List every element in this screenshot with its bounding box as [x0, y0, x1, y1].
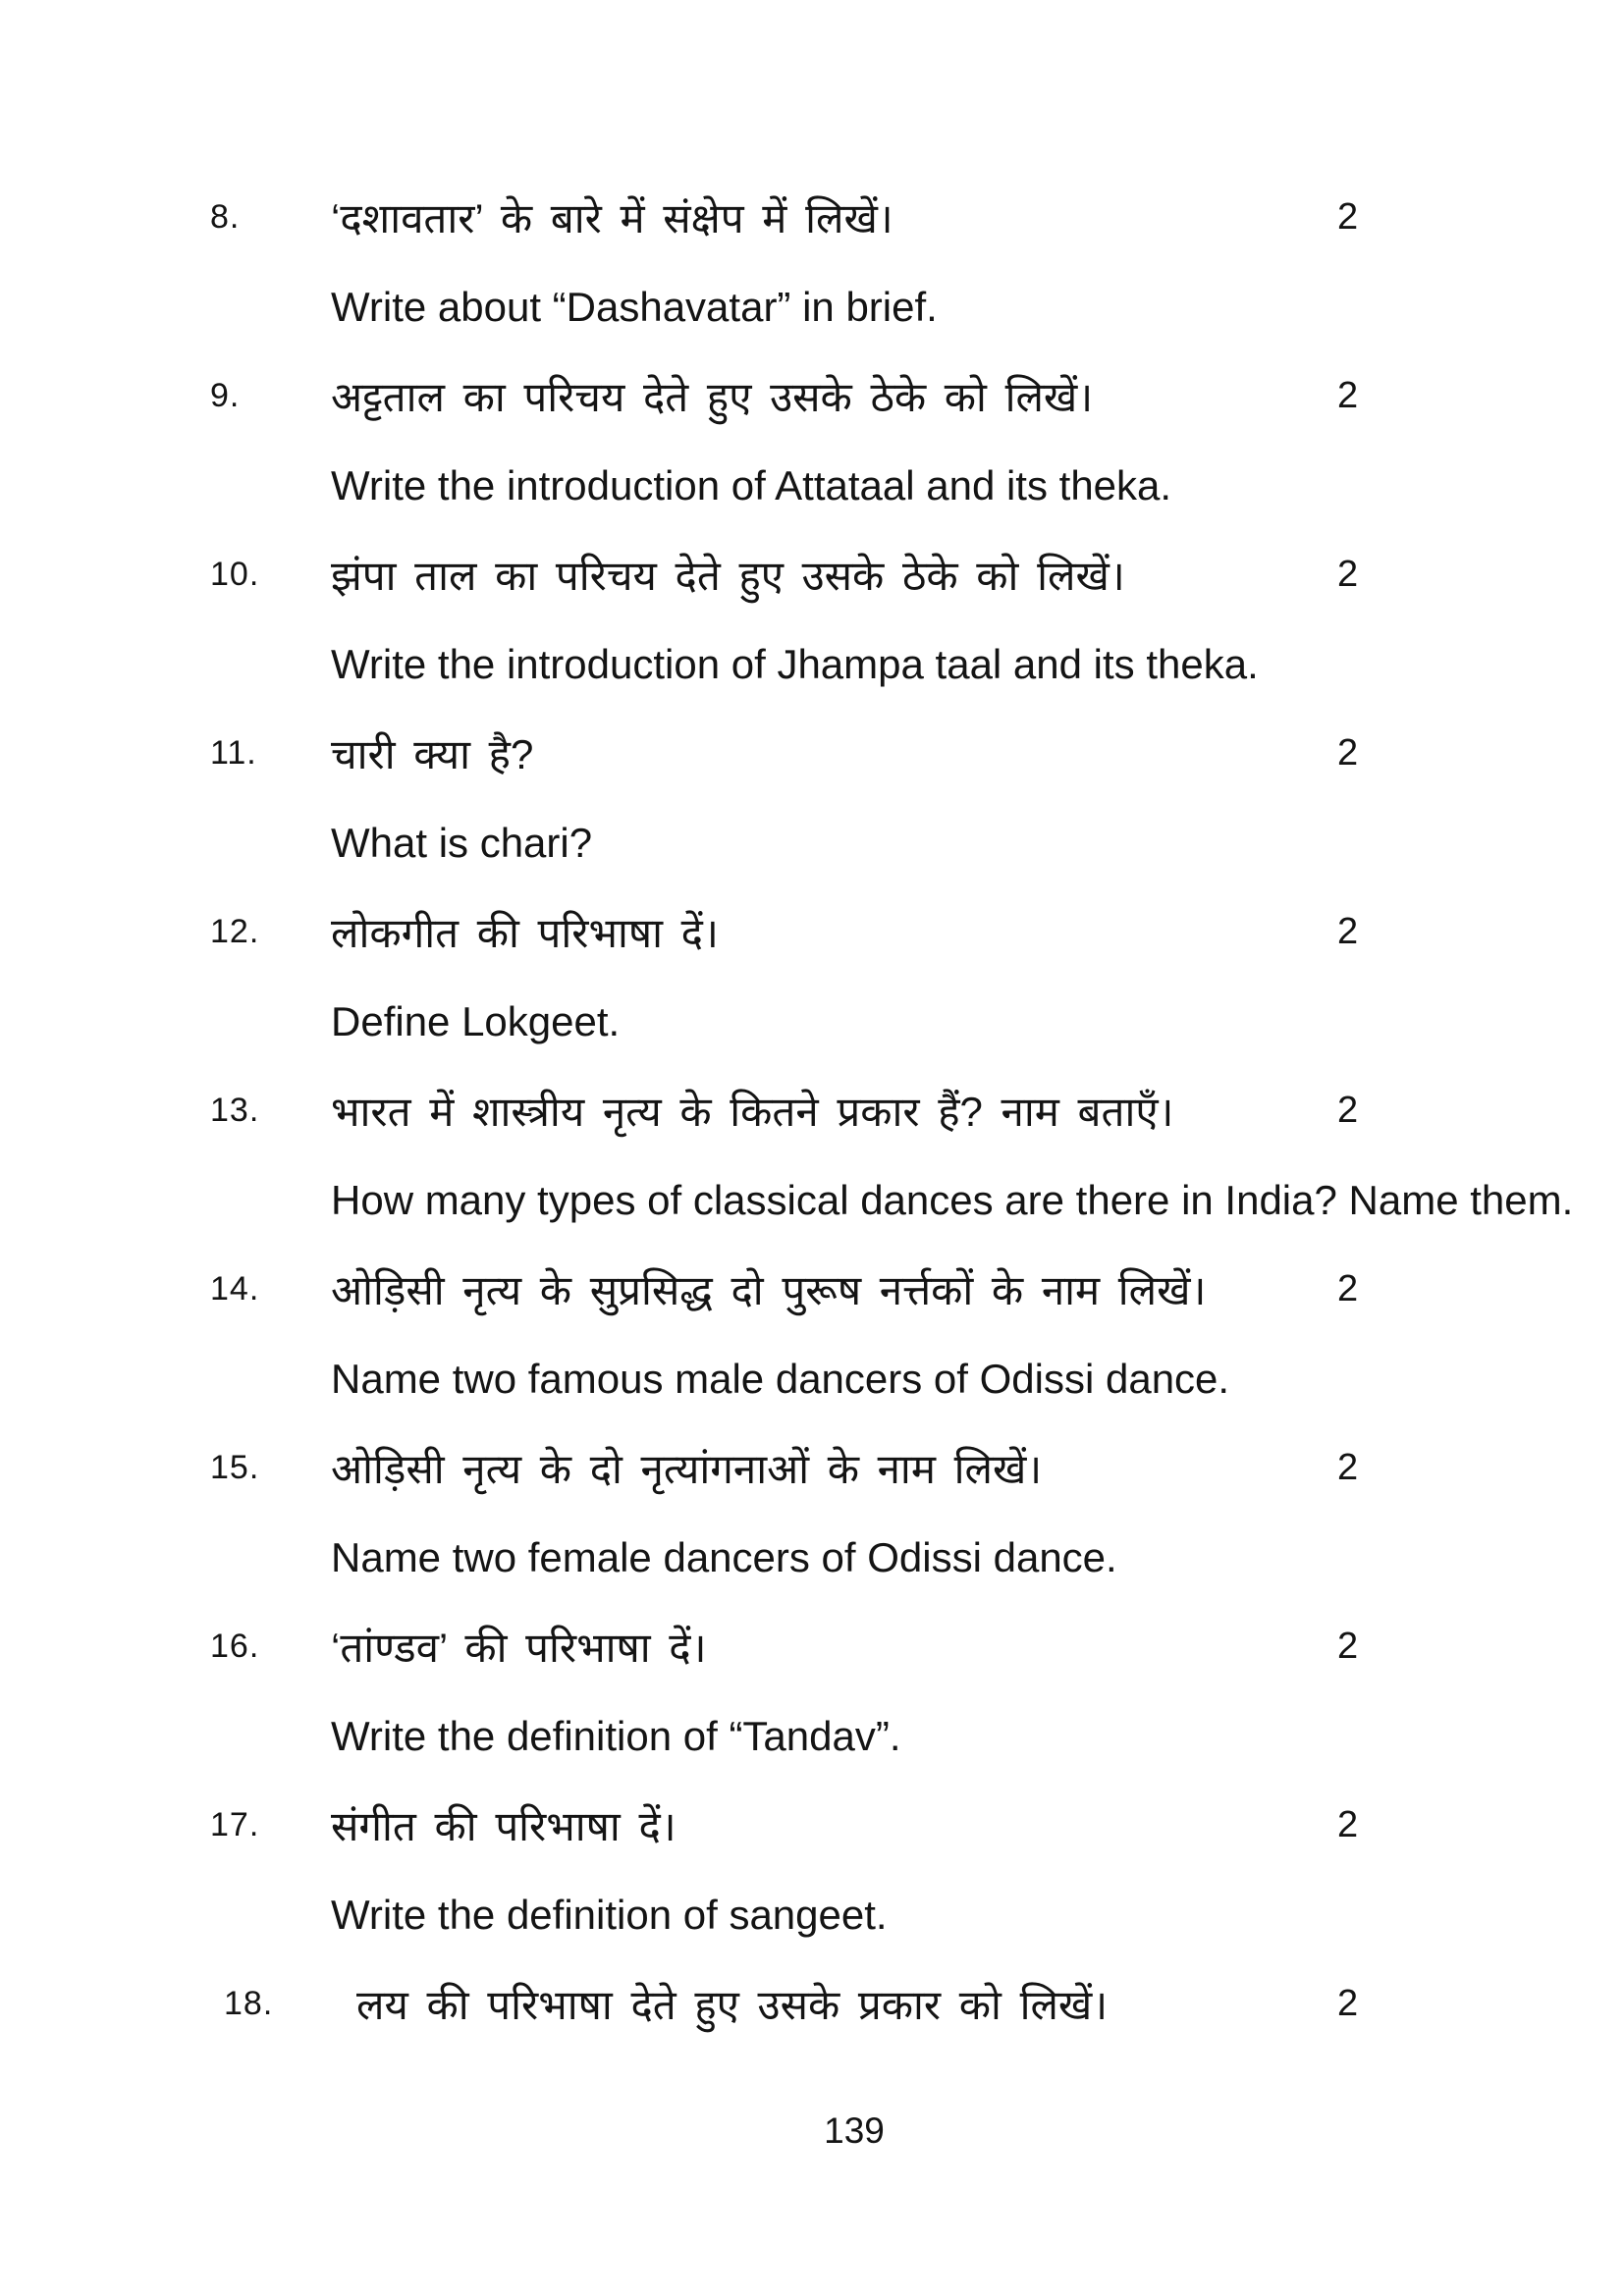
marks-value: 2	[1337, 196, 1359, 238]
question-number: 15.	[210, 1449, 260, 1486]
question-text-english: Write the definition of “Tandav”.	[331, 1712, 901, 1759]
marks-value: 2	[1337, 1268, 1359, 1309]
question-text-english: Write about “Dashavatar” in brief.	[331, 283, 938, 330]
question-item	[0, 1602, 1624, 1781]
question-text-english: Write the definition of sangeet.	[331, 1891, 888, 1938]
question-text-hindi: ‘दशावतार’ के बारे में संक्षेप में लिखें।	[331, 195, 893, 241]
question-number: 14.	[210, 1270, 260, 1308]
question-text-hindi: ओड़िसी नृत्य के दो नृत्यांगनाओं के नाम लिखें।	[331, 1446, 1043, 1492]
question-item	[0, 1245, 1624, 1423]
question-item	[0, 173, 1624, 351]
marks-value: 2	[1337, 1626, 1359, 1667]
question-number: 13.	[210, 1092, 260, 1129]
marks-value: 2	[1337, 375, 1359, 416]
question-text-hindi: अट्टताल का परिचय देते हुए उसके ठेके को लिखें।	[331, 374, 1094, 420]
question-text-hindi: ओड़िसी नृत्य के सुप्रसिद्ध दो पुरूष नर्त्तकों के नाम लिखें।	[331, 1267, 1207, 1313]
question-text-english: Name two female dancers of Odissi dance.	[331, 1533, 1117, 1580]
page-number: 139	[824, 2110, 885, 2151]
question-number: 17.	[210, 1806, 260, 1843]
question-text-english: How many types of classical dances are there in India? Name them.	[331, 1176, 1574, 1223]
question-number: 10.	[210, 556, 260, 593]
question-item	[0, 530, 1624, 709]
question-text-english: Name two famous male dancers of Odissi dance.	[331, 1355, 1230, 1402]
marks-value: 2	[1337, 1983, 1359, 2024]
question-text-english: What is chari?	[331, 819, 593, 866]
question-number: 18.	[224, 1985, 274, 2022]
question-item	[0, 351, 1624, 530]
question-number: 12.	[210, 913, 260, 950]
question-item	[0, 1066, 1624, 1245]
question-number: 16.	[210, 1628, 260, 1665]
question-item	[0, 1781, 1624, 1959]
question-text-hindi: संगीत की परिभाषा दें।	[331, 1803, 677, 1849]
question-text-hindi: झंपा ताल का परिचय देते हुए उसके ठेके को लिखें।	[331, 553, 1125, 599]
marks-value: 2	[1337, 911, 1359, 952]
question-item	[0, 887, 1624, 1066]
question-text-hindi: भारत में शास्त्रीय नृत्य के कितने प्रकार हैं? नाम बताएँ।	[331, 1089, 1174, 1135]
question-text-english: Write the introduction of Attataal and its theka.	[331, 461, 1172, 508]
question-text-hindi: लय की परिभाषा देते हुए उसके प्रकार को लिखें।	[356, 1982, 1109, 2028]
marks-value: 2	[1337, 1090, 1359, 1131]
question-text-english: Define Lokgeet.	[331, 997, 621, 1044]
marks-value: 2	[1337, 732, 1359, 774]
question-text-english: Write the introduction of Jhampa taal and its theka.	[331, 640, 1259, 687]
question-number: 8.	[210, 198, 241, 236]
question-text-hindi: ‘तांण्डव’ की परिभाषा दें।	[331, 1625, 707, 1671]
question-text-hindi: चारी क्या है?	[331, 731, 534, 777]
question-number: 9.	[210, 377, 241, 414]
marks-value: 2	[1337, 554, 1359, 595]
question-item	[0, 1423, 1624, 1602]
question-list	[0, 173, 1624, 2138]
marks-value: 2	[1337, 1447, 1359, 1488]
question-item	[0, 709, 1624, 887]
question-number: 11.	[210, 734, 257, 772]
question-text-hindi: लोकगीत की परिभाषा दें।	[331, 910, 719, 956]
marks-value: 2	[1337, 1804, 1359, 1845]
